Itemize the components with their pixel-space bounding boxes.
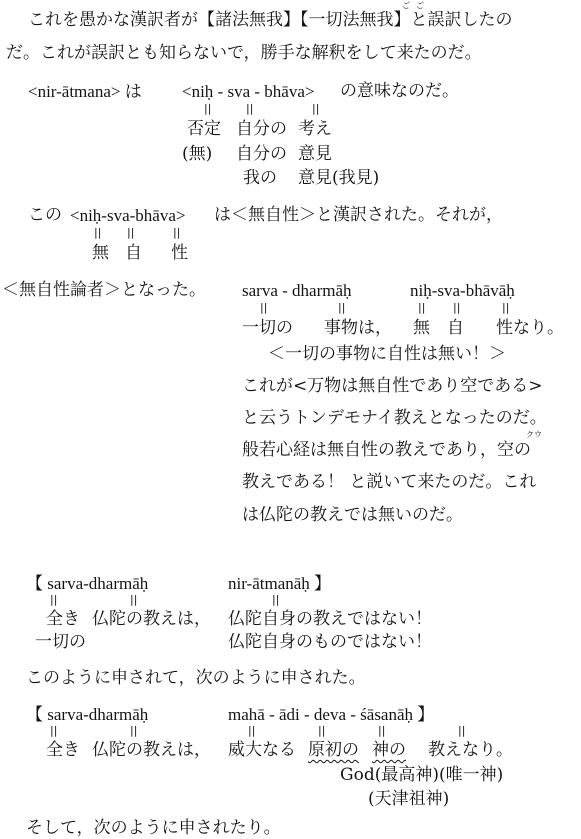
gloss: 仏陀の教えは， <box>92 740 211 760</box>
gloss: 仏陀自身の教えではない！ <box>228 609 432 629</box>
equal-mark: || <box>260 301 268 314</box>
gloss: 全き <box>46 740 80 760</box>
equal-mark: || <box>94 226 102 239</box>
equal-mark: || <box>248 724 256 737</box>
equal-mark: || <box>502 301 510 314</box>
equal-mark: || <box>312 102 320 115</box>
gloss: 性 <box>171 243 188 263</box>
text-line: ＜無自性論者＞となった。 <box>2 280 206 300</box>
equal-mark: || <box>130 593 138 606</box>
gloss: 性なり。 <box>496 318 564 338</box>
equal-mark: || <box>338 301 346 314</box>
sanskrit-term: niḥ-sva-bhāvāḥ <box>410 281 515 300</box>
text-line: 教えである！ と説いて来たのだ。これ <box>242 472 537 492</box>
text-line: これを愚かな漢訳者が【諸法無我】【一切法無我】と誤訳したの <box>28 10 513 30</box>
equal-mark: || <box>50 593 58 606</box>
gloss: 事物は， <box>324 318 392 338</box>
gloss: 自 <box>125 243 142 263</box>
sanskrit-term: <niḥ-sva-bhāva> <box>70 206 186 225</box>
gloss: 否定 <box>187 119 221 139</box>
ruby-go: ご <box>402 1 410 10</box>
gloss: 自分の <box>236 144 287 164</box>
gloss: 一切の <box>35 632 86 652</box>
gloss: God(最高神)(唯一神) <box>340 765 504 785</box>
text-line: は＜無自性＞と漢訳された。それが， <box>214 205 503 225</box>
text-line: と云うトンデモナイ教えとなったのだ。 <box>242 408 547 428</box>
equal-mark: || <box>50 724 58 737</box>
equal-mark: || <box>458 724 466 737</box>
text-line: これが<万物は無自性であり空である> <box>242 376 543 396</box>
gloss: 無 <box>92 243 109 263</box>
equal-mark: || <box>378 724 386 737</box>
text-line: の意味なのだ。 <box>340 81 459 101</box>
sanskrit-term: sarva - dharmāḥ <box>242 281 352 300</box>
equal-mark: || <box>127 226 135 239</box>
text-line: このように申されて，次のように申された。 <box>26 668 366 688</box>
text-line: だ。これが誤訳とも知らないで，勝手な解釈をして来たのだ。 <box>6 43 482 63</box>
gloss: 仏陀の教えは， <box>92 609 211 629</box>
text-line: この <box>28 205 62 225</box>
sanskrit-term: 【 sarva-dharmāḥ <box>26 574 149 593</box>
gloss: 全き <box>46 609 80 629</box>
equal-mark: || <box>272 593 280 606</box>
text-line: <nir-ātmana> は <box>28 82 142 101</box>
gloss: 我の <box>243 168 277 188</box>
gloss: 無 <box>413 318 430 338</box>
gloss: (天津祖神) <box>368 789 450 809</box>
gloss: (無) <box>182 144 213 164</box>
gloss: 自 <box>447 318 464 338</box>
equal-mark: || <box>418 301 426 314</box>
equal-mark: || <box>204 102 212 115</box>
equal-mark: || <box>318 724 326 737</box>
gloss: 仏陀自身のものではない！ <box>228 632 432 652</box>
gloss: 自分の <box>236 119 287 139</box>
gloss: 意見 <box>298 144 332 164</box>
text-line: 般若心経は無自性の教えであり，空の <box>242 440 531 460</box>
gloss-emphasis: 神の <box>372 740 406 760</box>
equal-mark: || <box>173 226 181 239</box>
text-line: は仏陀の教えでは無いのだ。 <box>242 505 463 525</box>
gloss: 威大なる <box>228 740 296 760</box>
gloss: 教えなり。 <box>428 740 513 760</box>
ruby-go: ご <box>416 1 424 10</box>
text-line: ＜一切の事物に自性は無い！＞ <box>268 344 506 364</box>
ruby-ku: クウ <box>526 430 542 439</box>
gloss-emphasis: 原初の <box>308 740 359 760</box>
gloss: 考え <box>298 119 332 139</box>
sanskrit-term: <niḥ - sva - bhāva> <box>182 82 315 101</box>
equal-mark: || <box>453 301 461 314</box>
gloss: 意見(我見) <box>298 168 380 188</box>
equal-mark: || <box>130 724 138 737</box>
equal-mark: || <box>246 102 254 115</box>
sanskrit-term: 【 sarva-dharmāḥ <box>26 705 149 724</box>
text-line: そして，次のように申されたり。 <box>26 818 281 838</box>
sanskrit-term: nir-ātmanāḥ 】 <box>228 574 332 593</box>
sanskrit-term: mahā - ādi - deva - śāsanāḥ 】 <box>228 705 435 724</box>
gloss: 一切の <box>242 318 293 338</box>
